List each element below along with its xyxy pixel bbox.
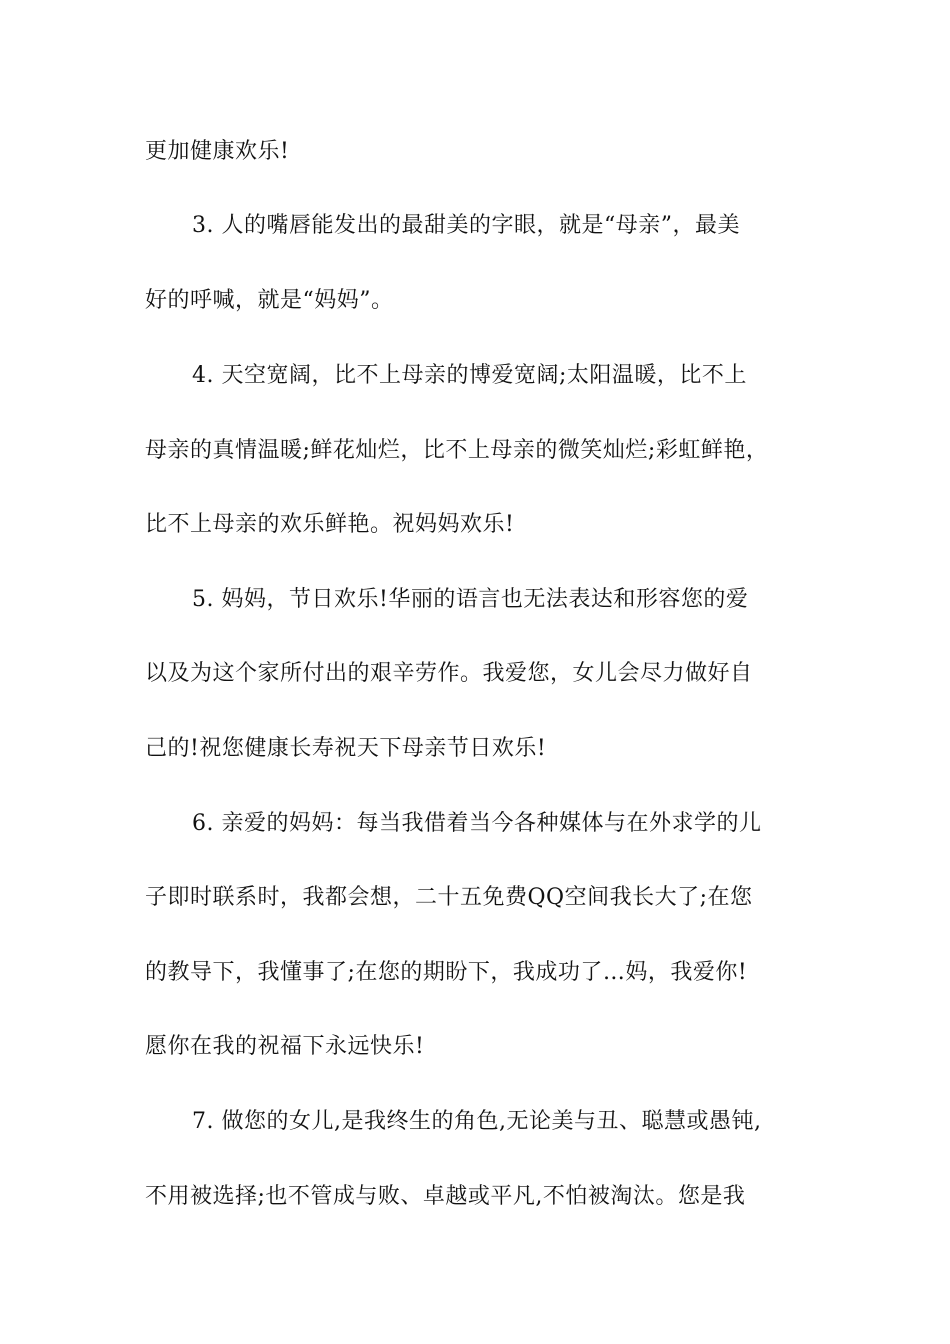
text-line: 母亲的真情温暖;鲜花灿烂，比不上母亲的微笑灿烂;彩虹鲜艳， bbox=[145, 438, 769, 463]
text-line: 子即时联系时，我都会想，二十五免费QQ空间我长大了;在您 bbox=[145, 885, 753, 910]
text-line: 不用被选择;也不管成与败、卓越或平凡,不怕被淘汰。您是我 bbox=[145, 1184, 746, 1209]
text-line: 己的!祝您健康长寿祝天下母亲节日欢乐! bbox=[145, 736, 547, 761]
paragraph-6-line-1: 6. 亲爱的妈妈：每当我借着当今各种媒体与在外求学的儿 bbox=[192, 811, 762, 836]
paragraph-4-line-1: 4. 天空宽阔，比不上母亲的博爱宽阔;太阳温暖，比不上 bbox=[192, 363, 747, 388]
text-line: 比不上母亲的欢乐鲜艳。祝妈妈欢乐! bbox=[145, 512, 515, 537]
text-line: 愿你在我的祝福下永远快乐! bbox=[145, 1034, 425, 1059]
text-line: 以及为这个家所付出的艰辛劳作。我爱您，女儿会尽力做好自 bbox=[145, 661, 753, 686]
text-line: 好的呼喊，就是“妈妈”。 bbox=[145, 288, 394, 313]
text-line: 更加健康欢乐! bbox=[145, 139, 290, 164]
paragraph-3-line-1: 3. 人的嘴唇能发出的最甜美的字眼，就是“母亲”，最美 bbox=[192, 213, 740, 238]
paragraph-7-line-1: 7. 做您的女儿,是我终生的角色,无论美与丑、聪慧或愚钝, bbox=[192, 1109, 762, 1134]
paragraph-5-line-1: 5. 妈妈，节日欢乐!华丽的语言也无法表达和形容您的爱 bbox=[192, 587, 749, 612]
text-line: 的教导下，我懂事了;在您的期盼下，我成功了…妈，我爱你! bbox=[145, 960, 748, 985]
